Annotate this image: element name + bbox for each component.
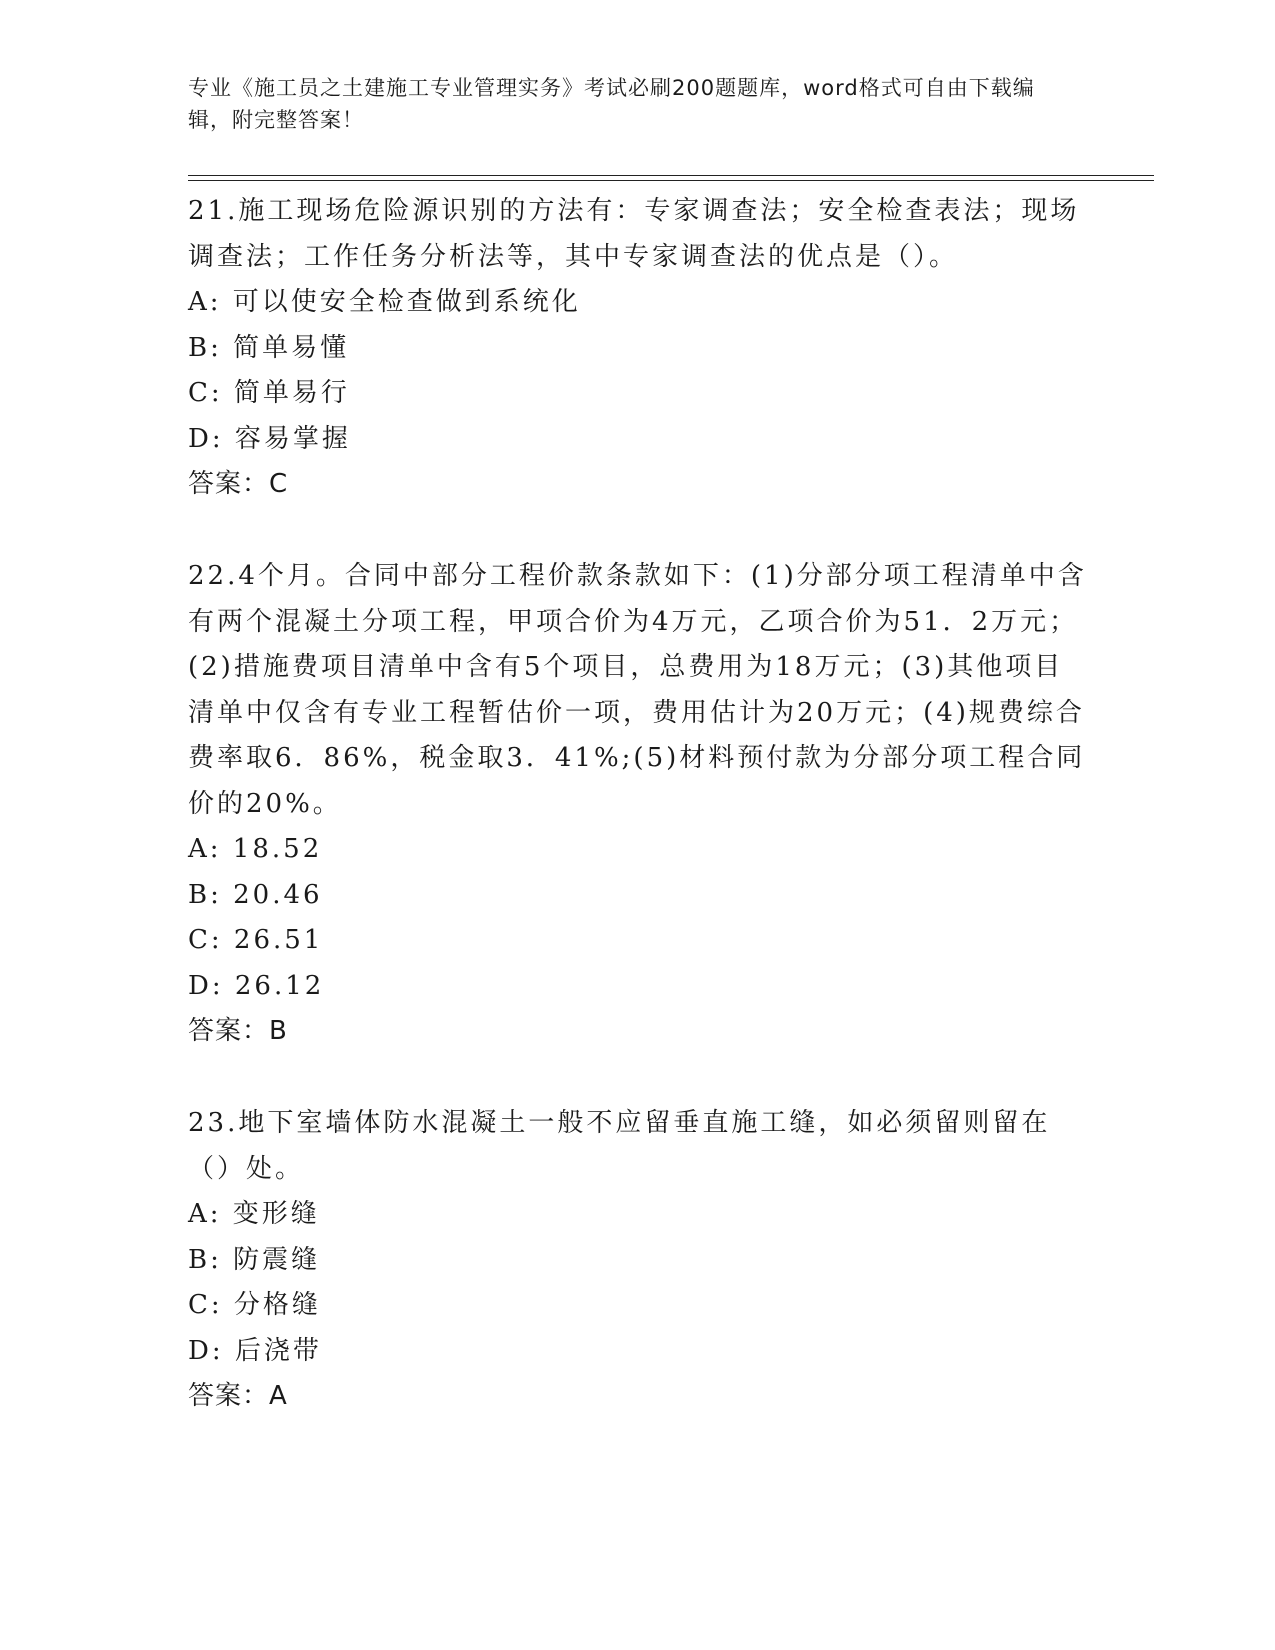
answer-line: 答案：C [188, 469, 289, 499]
option-c: C: 分格缝 [188, 1290, 321, 1320]
question-stem: 22.4个月。合同中部分工程价款条款如下：(1)分部分项工程清单中含有两个混凝土分项工程，甲项合价为4万元，乙项合价为51．2万元；(2)措施费项目清单中含有5个项目，总费用为18万元；(3)其他项目清单中仅含有专业工程暂估价一项，费用估计为20万元；(4)规费综合费率取6．86%，税金取3．41%;(5)材料预付款为分部分项工程合同价的20%。 [188, 561, 1087, 819]
question-21 [188, 189, 1088, 508]
answer-line: 答案：B [188, 1016, 288, 1046]
option-c: C: 26.51 [188, 925, 324, 955]
question-stem: 21.施工现场危险源识别的方法有：专家调查法；安全检查表法；现场调查法；工作任务分析法等，其中专家调查法的优点是（）。 [188, 196, 1080, 272]
option-d: D: 后浇带 [188, 1335, 322, 1366]
option-c: C: 简单易行 [188, 378, 350, 408]
header-divider-top [188, 175, 1154, 176]
option-d: D: 26.12 [188, 970, 325, 1001]
option-a: A: 18.52 [188, 834, 323, 864]
question-22 [188, 554, 1088, 1055]
document-header: 专业《施工员之土建施工专业管理实务》考试必刷200题题库，word格式可自由下载编辑，附完整答案！ [188, 76, 1035, 132]
question-stem: 23.地下室墙体防水混凝土一般不应留垂直施工缝，如必须留则留在（）处。 [188, 1108, 1051, 1184]
option-b: B: 简单易懂 [188, 332, 350, 363]
option-a: A: 可以使安全检查做到系统化 [188, 287, 581, 317]
option-b: B: 20.46 [188, 879, 323, 910]
header-divider-bottom [188, 180, 1154, 181]
question-23 [188, 1101, 1088, 1420]
answer-line: 答案：A [188, 1381, 288, 1411]
option-a: A: 变形缝 [188, 1199, 320, 1229]
option-d: D: 容易掌握 [188, 423, 351, 454]
option-b: B: 防震缝 [188, 1244, 321, 1275]
